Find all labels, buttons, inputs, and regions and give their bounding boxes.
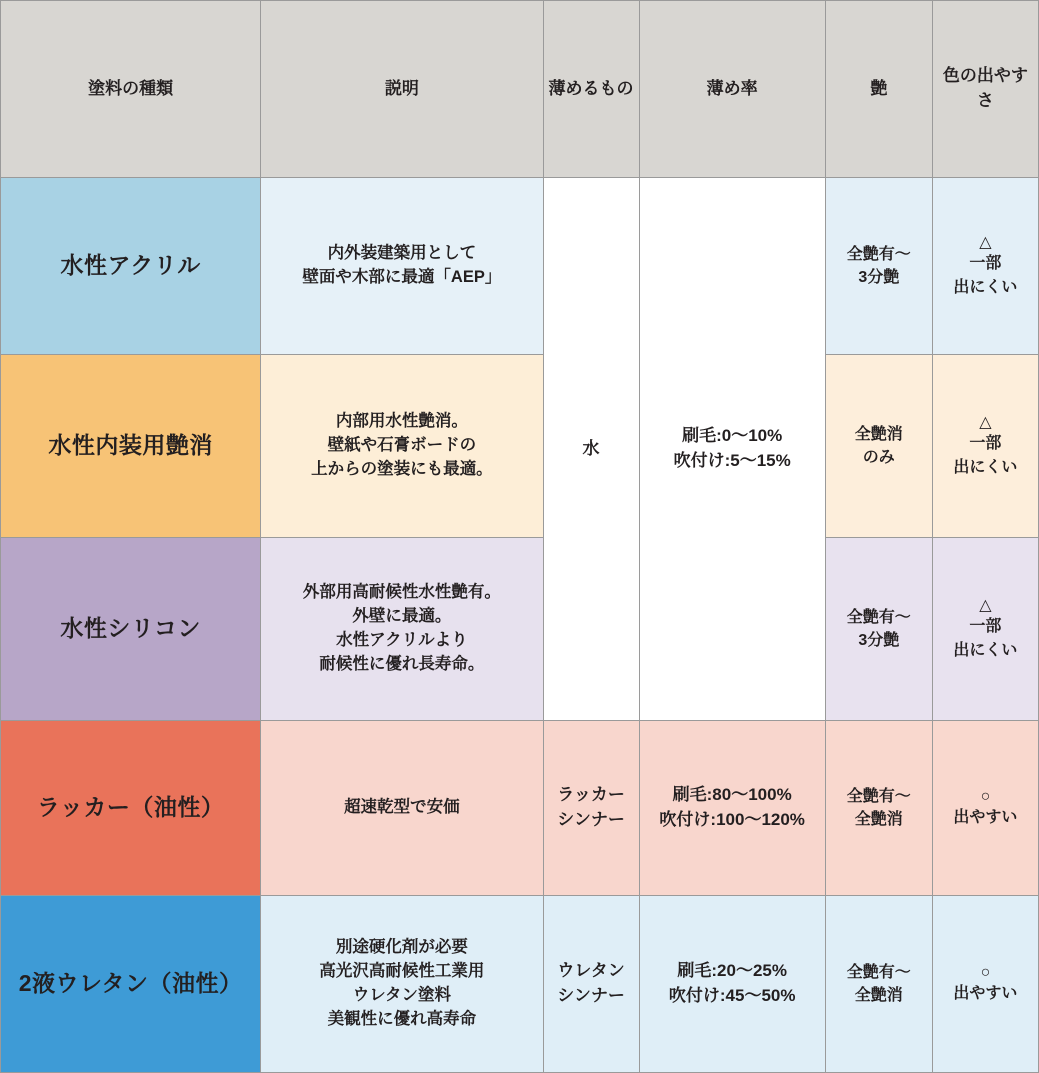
color-ease-note: 一部 出にくい bbox=[953, 618, 1018, 659]
color-ease-note: 出やすい bbox=[953, 809, 1018, 826]
color-ease-note: 出やすい bbox=[953, 985, 1018, 1002]
table-header-row bbox=[1, 1, 1039, 178]
gloss-value: 全艶消 のみ bbox=[825, 355, 932, 538]
paint-type-name: 水性内装用艶消 bbox=[1, 355, 261, 538]
thinner-water: 水 bbox=[543, 178, 639, 721]
color-ease-mark: △ bbox=[979, 414, 992, 432]
dilution-rate-value: 刷毛:80〜100% 吹付け:100〜120% bbox=[639, 721, 825, 896]
gloss-value: 全艶有〜 3分艶 bbox=[825, 538, 932, 721]
gloss-value: 全艶有〜 全艶消 bbox=[825, 721, 932, 896]
header-description: 説明 bbox=[261, 1, 543, 178]
thinner-value: ラッカー シンナー bbox=[543, 721, 639, 896]
paint-type-name: 2液ウレタン（油性） bbox=[1, 896, 261, 1073]
color-ease-value bbox=[932, 721, 1038, 896]
table-row bbox=[1, 538, 1039, 721]
color-ease-note: 一部 出にくい bbox=[953, 435, 1018, 476]
paint-type-name: 水性アクリル bbox=[1, 178, 261, 355]
gloss-value: 全艶有〜 全艶消 bbox=[825, 896, 932, 1073]
header-color-ease: 色の出やすさ bbox=[932, 1, 1038, 178]
paint-type-name: ラッカー（油性） bbox=[1, 721, 261, 896]
paint-description: 別途硬化剤が必要 高光沢高耐候性工業用 ウレタン塗料 美観性に優れ高寿命 bbox=[261, 896, 543, 1073]
table-row bbox=[1, 178, 1039, 355]
paint-description: 内外装建築用として 壁面や木部に最適「AEP」 bbox=[261, 178, 543, 355]
color-ease-value bbox=[932, 538, 1038, 721]
header-thinner: 薄めるもの bbox=[543, 1, 639, 178]
header-paint-type: 塗料の種類 bbox=[1, 1, 261, 178]
paint-description: 外部用高耐候性水性艶有。 外壁に最適。 水性アクリルより 耐候性に優れ長寿命。 bbox=[261, 538, 543, 721]
table-row bbox=[1, 721, 1039, 896]
color-ease-mark: △ bbox=[979, 597, 992, 615]
thinner-value: ウレタン シンナー bbox=[543, 896, 639, 1073]
table-row bbox=[1, 896, 1039, 1073]
dilution-rate-value: 刷毛:20〜25% 吹付け:45〜50% bbox=[639, 896, 825, 1073]
header-dilution-rate: 薄め率 bbox=[639, 1, 825, 178]
paint-type-name: 水性シリコン bbox=[1, 538, 261, 721]
header-gloss: 艶 bbox=[825, 1, 932, 178]
color-ease-value bbox=[932, 896, 1038, 1073]
table-row bbox=[1, 355, 1039, 538]
color-ease-mark: △ bbox=[979, 234, 992, 252]
dilution-rate-water: 刷毛:0〜10% 吹付け:5〜15% bbox=[639, 178, 825, 721]
paint-description: 超速乾型で安価 bbox=[261, 721, 543, 896]
gloss-value: 全艶有〜 3分艶 bbox=[825, 178, 932, 355]
paint-description: 内部用水性艶消。 壁紙や石膏ボードの 上からの塗装にも最適。 bbox=[261, 355, 543, 538]
color-ease-value bbox=[932, 355, 1038, 538]
color-ease-mark: ○ bbox=[980, 787, 991, 805]
color-ease-note: 一部 出にくい bbox=[953, 255, 1018, 296]
color-ease-mark: ○ bbox=[980, 963, 991, 981]
color-ease-value bbox=[932, 178, 1038, 355]
